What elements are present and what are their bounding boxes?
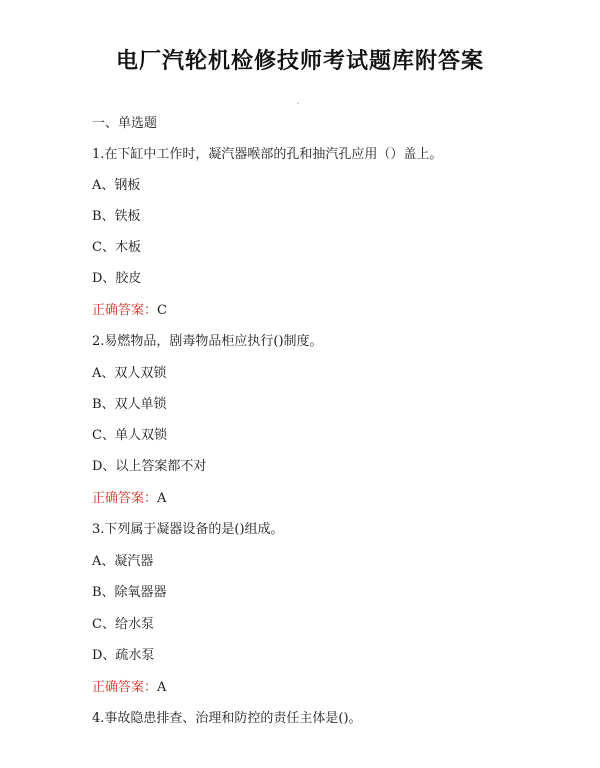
question-3-option-a: A、凝汽器 bbox=[92, 554, 154, 569]
answer-label: 正确答案： bbox=[92, 491, 158, 506]
question-3-option-c: C、给水泵 bbox=[92, 617, 154, 632]
question-3-option-b: B、除氧器器 bbox=[92, 585, 167, 600]
question-3-stem: 3.下列属于凝器设备的是()组成。 bbox=[92, 522, 284, 537]
question-1-option-d: D、胶皮 bbox=[92, 271, 142, 286]
question-3-option-d: D、疏水泵 bbox=[92, 648, 155, 663]
question-3-answer bbox=[92, 680, 166, 696]
answer-label: 正确答案： bbox=[92, 303, 158, 318]
question-2-answer bbox=[92, 491, 166, 507]
answer-label: 正确答案： bbox=[92, 680, 158, 695]
question-1-option-c: C、木板 bbox=[92, 240, 141, 255]
question-1-option-a: A、钢板 bbox=[92, 178, 141, 193]
question-2-option-b: B、双人单锁 bbox=[92, 397, 167, 412]
question-1-stem: 1.在下缸中工作时，凝汽器喉部的孔和抽汽孔应用（）盖上。 bbox=[92, 147, 443, 162]
answer-letter: A bbox=[157, 491, 167, 506]
question-4-stem: 4.事故隐患排查、治理和防控的责任主体是()。 bbox=[92, 711, 362, 726]
question-2-option-a: A、双人双锁 bbox=[92, 366, 167, 381]
section-heading: 一、单选题 bbox=[92, 116, 158, 131]
document-title: 电厂汽轮机检修技师考试题库附答案 bbox=[115, 49, 484, 74]
question-2-stem: 2.易燃物品，剧毒物品柜应执行()制度。 bbox=[92, 334, 323, 349]
decorative-dot bbox=[297, 102, 299, 104]
question-2-option-d: D、以上答案都不对 bbox=[92, 459, 207, 474]
question-2-option-c: C、单人双锁 bbox=[92, 428, 167, 443]
answer-letter: A bbox=[157, 680, 167, 695]
answer-letter: C bbox=[157, 303, 167, 318]
question-1-answer bbox=[92, 303, 167, 319]
question-1-option-b: B、铁板 bbox=[92, 209, 141, 224]
